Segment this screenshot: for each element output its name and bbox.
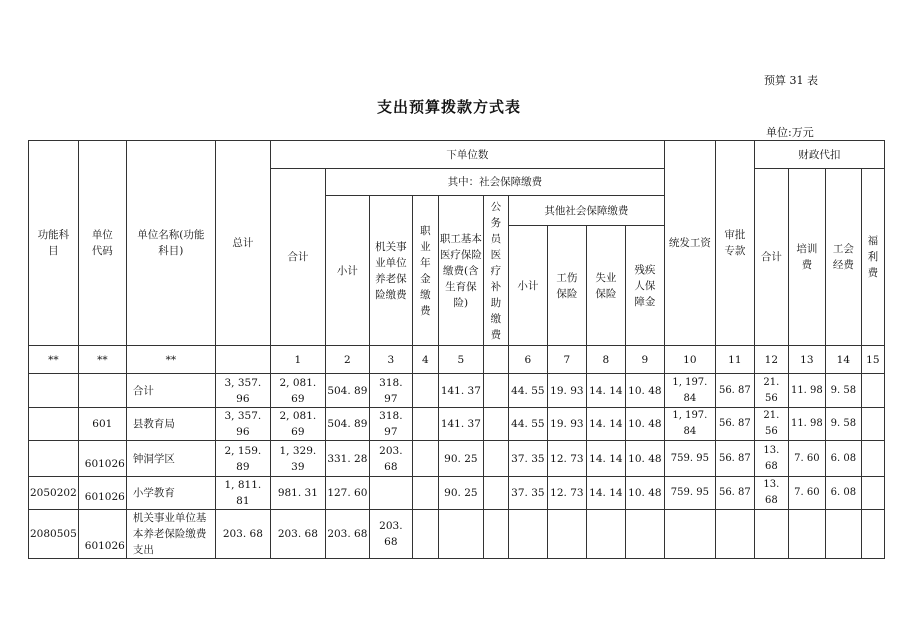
table-cell: 90. 25 [438, 441, 483, 477]
table-row [29, 477, 885, 510]
table-cell: 2, 159. 89 [215, 441, 270, 477]
header-disability: 残疾人保障金 [625, 226, 664, 346]
table-cell: 1, 811. 81 [215, 477, 270, 510]
table-cell: 504. 89 [325, 408, 369, 441]
table-cell: 56. 87 [715, 441, 754, 477]
table-cell: 37. 35 [508, 441, 547, 477]
table-cell: 县教育局 [126, 408, 215, 441]
header-ss-subtotal: 小计 [325, 196, 369, 346]
table-cell [483, 408, 508, 441]
header-finance: 财政代扣 [754, 141, 884, 169]
table-cell: 601026 [78, 477, 126, 510]
table-cell: 44. 55 [508, 374, 547, 408]
table-cell [483, 441, 508, 477]
table-cell: 9. 58 [825, 374, 861, 408]
table-cell [412, 510, 438, 559]
header-social-security: 其中：社会保障缴费 [325, 169, 664, 196]
table-cell: 14. 14 [586, 477, 625, 510]
table-cell [861, 441, 884, 477]
header-training: 培训费 [788, 169, 825, 346]
header-unemployment: 失业保险 [586, 226, 625, 346]
table-cell: 7. 60 [788, 441, 825, 477]
table-cell [547, 510, 586, 559]
table-cell: 2, 081. 69 [270, 374, 325, 408]
table-cell: 3, 357. 96 [215, 408, 270, 441]
column-index-cell: 11 [715, 346, 754, 374]
table-cell: 19. 93 [547, 374, 586, 408]
table-cell: 601026 [78, 510, 126, 559]
column-index-cell: 14 [825, 346, 861, 374]
table-cell [861, 408, 884, 441]
column-index-cell: 8 [586, 346, 625, 374]
table-cell [29, 408, 79, 441]
page-title: 支出预算拨款方式表 [376, 98, 521, 116]
table-cell [754, 510, 788, 559]
table-cell [412, 408, 438, 441]
table-cell: 981. 31 [270, 477, 325, 510]
table-cell [483, 510, 508, 559]
table-cell [483, 477, 508, 510]
table-row [29, 374, 885, 408]
table-cell: 13. 68 [754, 477, 788, 510]
header-annuity: 职业年金缴费 [412, 196, 438, 346]
column-index-cell: ** [78, 346, 126, 374]
table-row [29, 441, 885, 477]
table-cell [412, 477, 438, 510]
table-cell: 203. 68 [369, 441, 412, 477]
header-approved-special: 审批专款 [715, 141, 754, 346]
table-cell: 3, 357. 96 [215, 374, 270, 408]
table-cell: 56. 87 [715, 477, 754, 510]
table-cell: 203. 68 [270, 510, 325, 559]
column-index-cell: 4 [412, 346, 438, 374]
header-other-subtotal: 小计 [508, 226, 547, 346]
table-cell: 13. 68 [754, 441, 788, 477]
table-cell: 127. 60 [325, 477, 369, 510]
table-cell: 10. 48 [625, 441, 664, 477]
table-cell [508, 510, 547, 559]
table-cell [412, 374, 438, 408]
column-index-cell: 6 [508, 346, 547, 374]
header-welfare: 福利费 [861, 169, 884, 346]
table-cell: 203. 68 [369, 510, 412, 559]
header-medical: 职工基本医疗保险缴费(含生育保险) [438, 196, 483, 346]
table-cell: 331. 28 [325, 441, 369, 477]
table-cell [412, 441, 438, 477]
table-cell: 56. 87 [715, 374, 754, 408]
header-unified-salary: 统发工资 [664, 141, 715, 346]
table-row [29, 510, 885, 559]
header-union: 工会经费 [825, 169, 861, 346]
table-cell: 141. 37 [438, 408, 483, 441]
table-cell [78, 374, 126, 408]
column-index-cell: ** [29, 346, 79, 374]
table-cell: 318. 97 [369, 374, 412, 408]
table-cell [625, 510, 664, 559]
column-index-row [29, 346, 885, 374]
table-cell: 2080505 [29, 510, 79, 559]
header-pension: 机关事业单位养老保险缴费 [369, 196, 412, 346]
table-cell: 19. 93 [547, 408, 586, 441]
header-unit-name: 单位名称(功能科目) [126, 141, 215, 346]
budget-table [28, 140, 885, 559]
table-cell: 90. 25 [438, 477, 483, 510]
table-cell [861, 374, 884, 408]
table-cell [29, 441, 79, 477]
table-cell: 12. 73 [547, 477, 586, 510]
table-cell: 12. 73 [547, 441, 586, 477]
table-cell [29, 374, 79, 408]
table-cell: 1, 329. 39 [270, 441, 325, 477]
table-cell: 601026 [78, 441, 126, 477]
table-cell: 203. 68 [325, 510, 369, 559]
column-index-cell [483, 346, 508, 374]
table-cell: 14. 14 [586, 408, 625, 441]
table-cell: 141. 37 [438, 374, 483, 408]
table-cell [788, 510, 825, 559]
table-cell [861, 477, 884, 510]
table-cell: 14. 14 [586, 441, 625, 477]
table-cell: 504. 89 [325, 374, 369, 408]
column-index-cell: 5 [438, 346, 483, 374]
column-index-cell: ** [126, 346, 215, 374]
table-cell: 11. 98 [788, 408, 825, 441]
column-index-cell: 13 [788, 346, 825, 374]
table-cell: 14. 14 [586, 374, 625, 408]
table-cell: 合计 [126, 374, 215, 408]
table-cell: 7. 60 [788, 477, 825, 510]
column-index-cell: 7 [547, 346, 586, 374]
column-index-cell: 1 [270, 346, 325, 374]
table-cell: 44. 55 [508, 408, 547, 441]
table-cell [825, 510, 861, 559]
unit-label: 单位:万元 [766, 126, 814, 139]
header-injury: 工伤保险 [547, 226, 586, 346]
table-cell: 56. 87 [715, 408, 754, 441]
column-index-cell: 3 [369, 346, 412, 374]
header-civil-medical: 公务员医疗补助缴费 [483, 196, 508, 346]
table-cell: 37. 35 [508, 477, 547, 510]
form-number: 预算 31 表 [764, 74, 818, 87]
table-cell: 6. 08 [825, 477, 861, 510]
column-index-cell: 2 [325, 346, 369, 374]
table-cell: 203. 68 [215, 510, 270, 559]
header-fin-total: 合计 [754, 169, 788, 346]
table-cell [586, 510, 625, 559]
table-cell: 机关事业单位基本养老保险缴费支出 [126, 510, 215, 559]
table-row [29, 408, 885, 441]
table-cell: 10. 48 [625, 374, 664, 408]
table-cell: 6. 08 [825, 441, 861, 477]
table-cell: 11. 98 [788, 374, 825, 408]
table-cell: 759. 95 [664, 441, 715, 477]
table-cell: 10. 48 [625, 408, 664, 441]
column-index-cell [215, 346, 270, 374]
column-index-cell: 10 [664, 346, 715, 374]
header-lower-total: 合计 [270, 169, 325, 346]
table-cell: 2050202 [29, 477, 79, 510]
table-cell [861, 510, 884, 559]
column-index-cell: 15 [861, 346, 884, 374]
table-cell [369, 477, 412, 510]
table-cell: 318. 97 [369, 408, 412, 441]
table-cell: 钟洞学区 [126, 441, 215, 477]
table-cell: 601 [78, 408, 126, 441]
header-total: 总计 [215, 141, 270, 346]
header-func-code: 功能科目 [29, 141, 79, 346]
header-lower-unit: 下单位数 [270, 141, 664, 169]
table-cell: 21. 56 [754, 408, 788, 441]
column-index-cell: 12 [754, 346, 788, 374]
table-cell: 2, 081. 69 [270, 408, 325, 441]
header-other-ss: 其他社会保障缴费 [508, 196, 664, 226]
header-unit-code: 单位代码 [78, 141, 126, 346]
table-cell [715, 510, 754, 559]
table-cell [483, 374, 508, 408]
table-cell: 9. 58 [825, 408, 861, 441]
table-cell: 小学教育 [126, 477, 215, 510]
table-cell: 21. 56 [754, 374, 788, 408]
table-cell: 759. 95 [664, 477, 715, 510]
table-cell [438, 510, 483, 559]
table-cell [664, 510, 715, 559]
table-cell: 1, 197. 84 [664, 374, 715, 408]
column-index-cell: 9 [625, 346, 664, 374]
table-cell: 1, 197. 84 [664, 408, 715, 441]
table-cell: 10. 48 [625, 477, 664, 510]
